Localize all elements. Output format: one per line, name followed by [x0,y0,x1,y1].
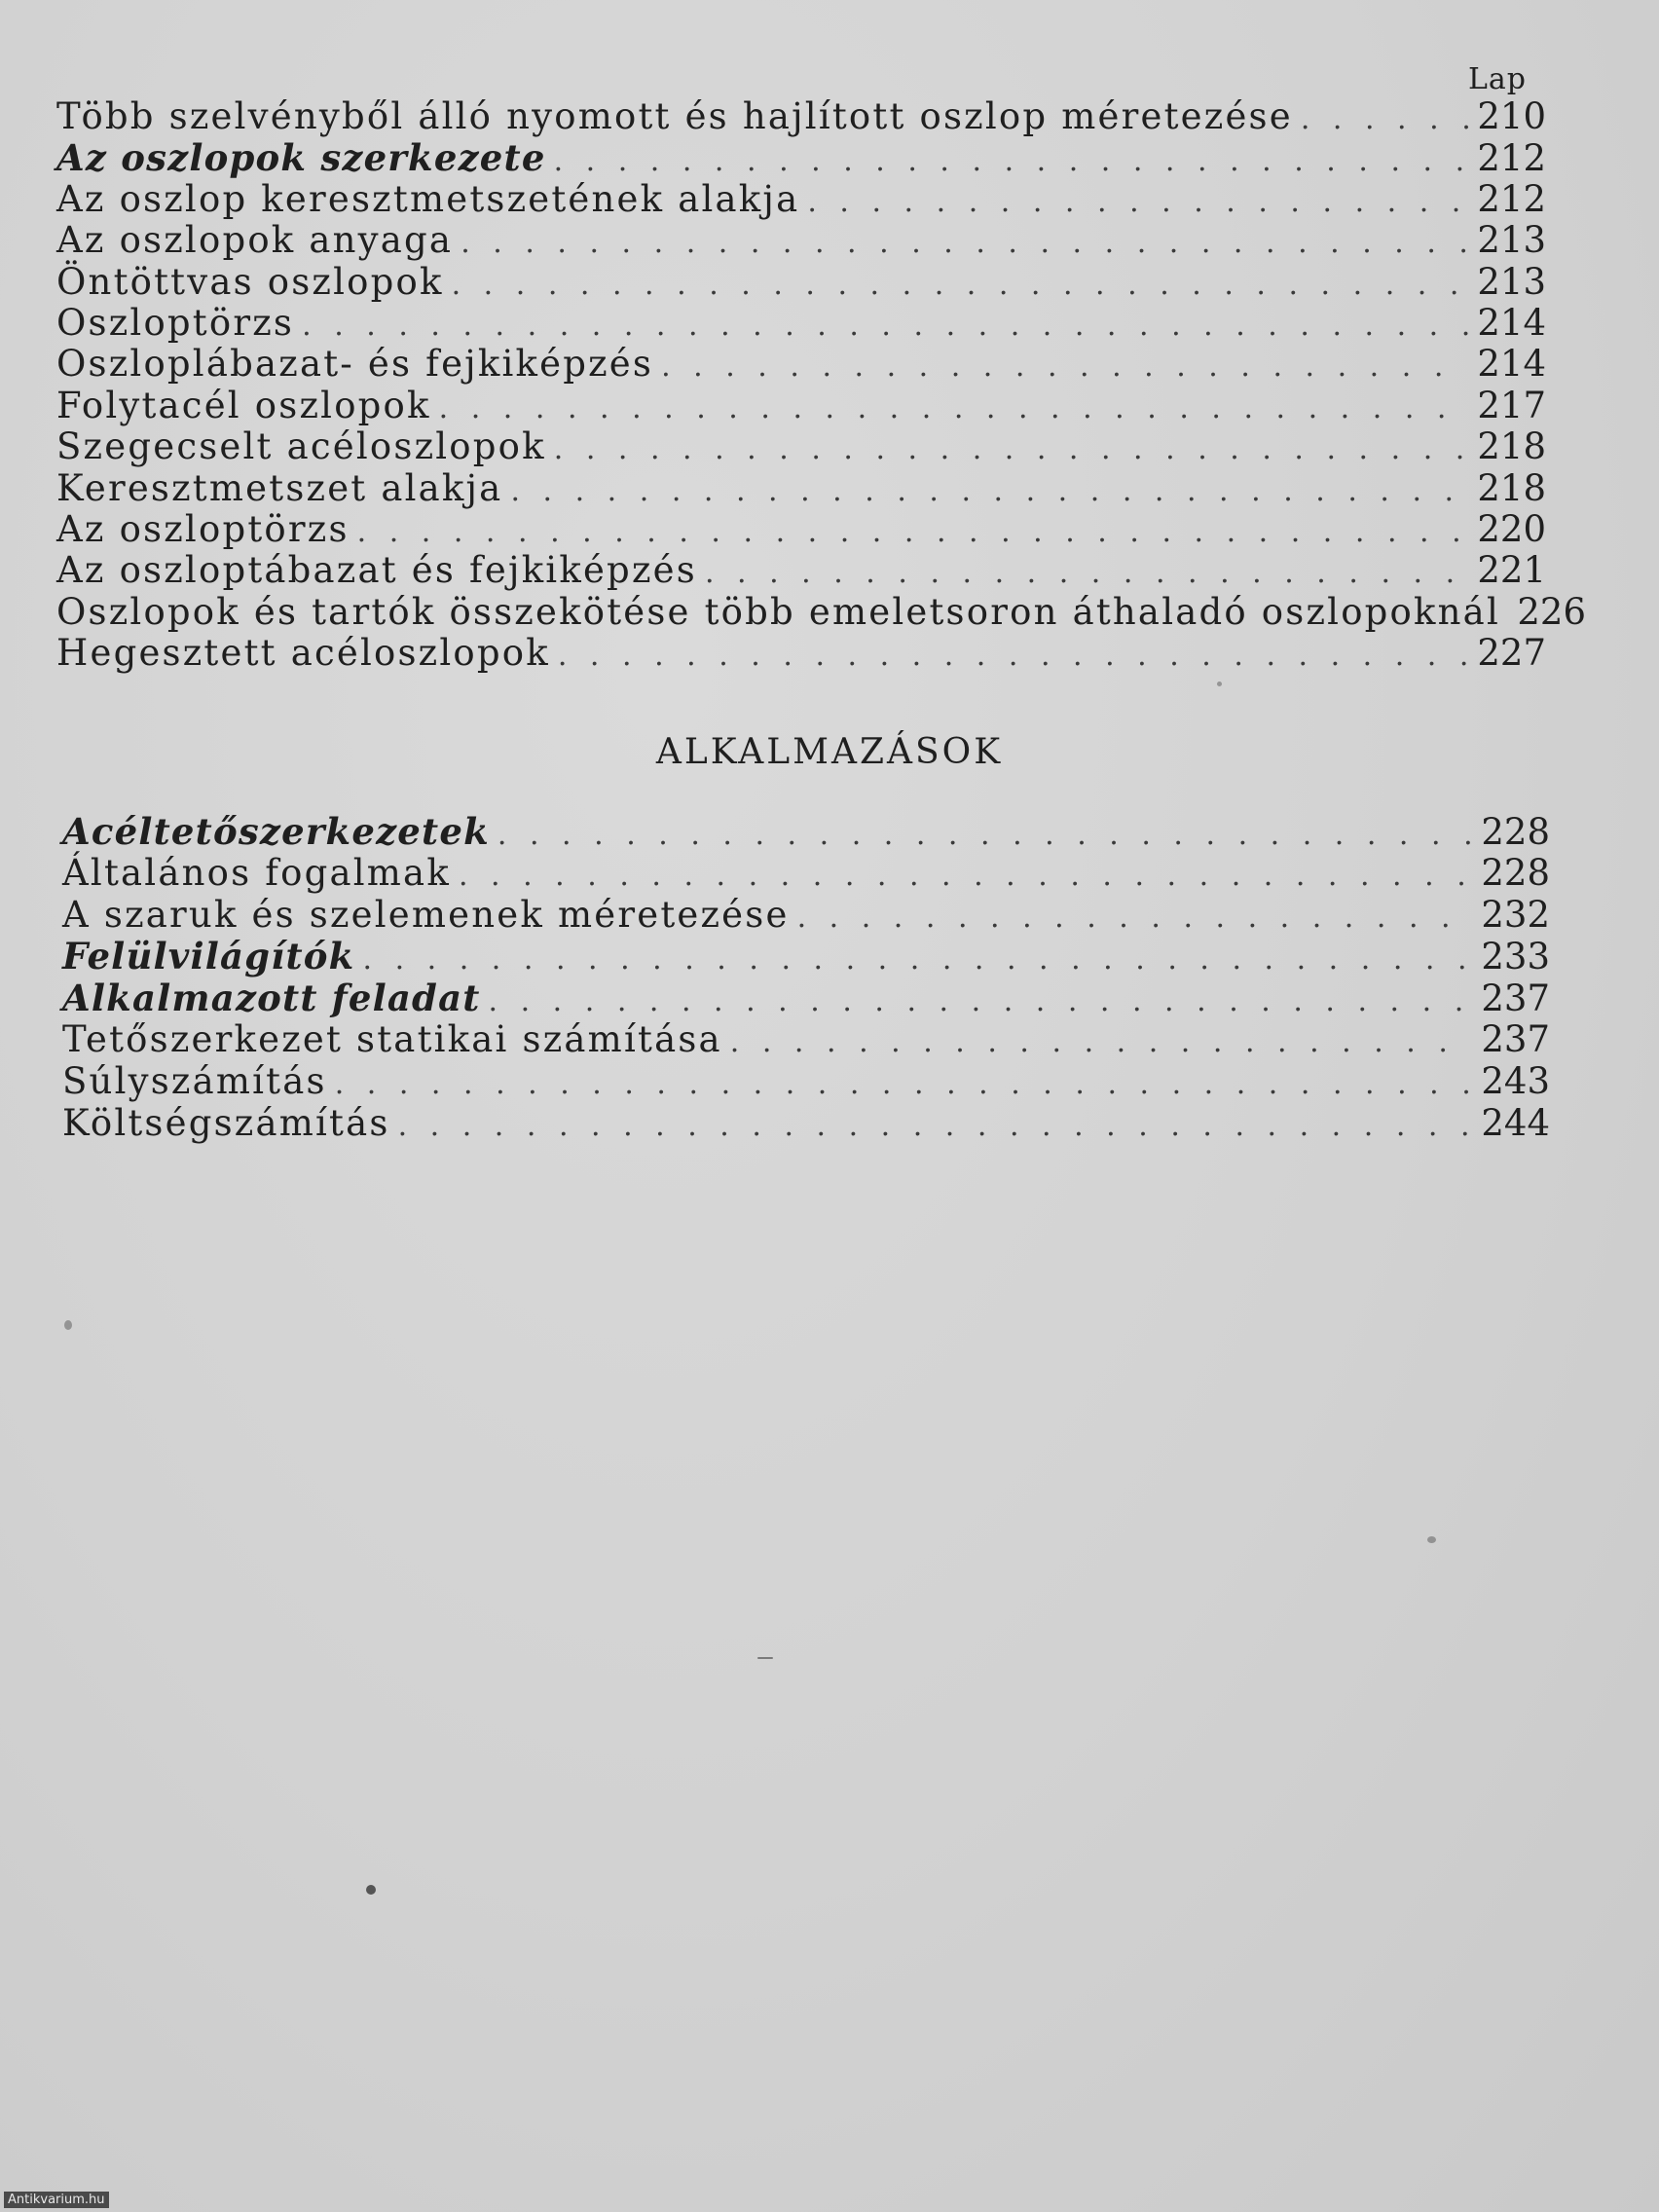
toc-entry [56,178,1546,219]
toc-entry-title: Az oszloptábazat és fejkiképzés [56,549,697,592]
dot-leader [363,942,1472,977]
toc-entry-page: 228 [1481,811,1550,853]
toc-entry-title: Alkalmazott feladat [62,977,481,1020]
section-heading: ALKALMAZÁSOK [655,732,1004,772]
toc-list-columns [56,95,1586,675]
toc-entry-title: Hegesztett acéloszlopok [56,632,550,675]
dot-leader [498,818,1472,852]
toc-entry-title: Az oszloptörzs [56,507,350,550]
toc-entry-page: 232 [1481,893,1550,936]
paper-speck [1217,682,1222,686]
toc-entry-title: Költségszámítás [62,1101,390,1144]
toc-entry-title: Szegecselt acéloszlopok [56,425,546,468]
toc-entry [56,632,1546,673]
toc-entry [62,1102,1550,1144]
toc-entry [56,136,1546,180]
dot-leader [554,432,1468,466]
toc-entry-page: 237 [1481,1017,1550,1060]
dot-leader [335,1067,1472,1101]
dot-leader [554,144,1468,178]
dot-leader [461,226,1468,260]
toc-entry-page: 214 [1477,301,1546,344]
toc-entry-page: 237 [1481,977,1550,1020]
dot-leader [452,268,1468,302]
toc-entry [56,302,1546,343]
paper-speck [366,1885,376,1895]
toc-entry-title: Tetőszerkezet statikai számítása [62,1017,722,1060]
toc-entry-title: Oszlopok és tartók összekötése több emeletsoron áthaladó oszlopoknál [56,590,1500,633]
dot-leader [807,185,1468,219]
toc-entry-title: Az oszlopok szerkezete [56,136,546,180]
toc-entry [56,549,1546,590]
toc-entry [62,1018,1550,1060]
toc-entry [62,935,1550,977]
paper-speck [757,1657,773,1659]
toc-entry-page: 221 [1477,549,1546,592]
toc-entry-page: 228 [1481,851,1550,894]
dot-leader [459,859,1472,893]
watermark: Antikvarium.hu [4,2192,109,2208]
toc-entry [56,590,1586,633]
toc-entry [56,219,1546,260]
toc-entry-title: Oszloplábazat- és fejkiképzés [56,343,654,386]
toc-entry-title: Keresztmetszet alakja [56,466,503,509]
page-column-label: Lap [1468,62,1528,96]
dot-leader [730,1025,1472,1059]
dot-leader [489,984,1472,1018]
toc-entry [56,95,1546,136]
toc-entry-title: A szaruk és szelemenek méretezése [62,893,790,936]
toc-entry-page: 217 [1477,384,1546,426]
paper-speck [64,1320,72,1330]
dot-leader [705,556,1468,590]
toc-entry-title: Az oszlopok anyaga [56,219,454,262]
toc-entry-page: 210 [1477,95,1546,137]
toc-entry [56,385,1546,425]
toc-entry [56,467,1546,508]
toc-entry [62,1060,1550,1102]
toc-entry-page: 243 [1481,1059,1550,1102]
dot-leader [797,901,1472,935]
paper-speck [1427,1536,1436,1543]
toc-entry-title: Általános fogalmak [62,851,451,894]
toc-entry-title: Felülvilágítók [62,935,355,978]
dot-leader [510,474,1468,508]
toc-entry-title: Az oszlop keresztmetszetének alakja [56,177,800,220]
toc-entry [62,894,1550,936]
dot-leader [661,350,1468,384]
toc-entry-title: Öntöttvas oszlopok [56,260,444,303]
toc-entry-page: 244 [1481,1101,1550,1144]
toc-entry-title: Súlyszámítás [62,1059,327,1102]
toc-entry-page: 233 [1481,936,1550,978]
dot-leader [357,515,1468,549]
toc-list-applications [62,810,1550,1143]
dot-leader [398,1109,1472,1143]
dot-leader [302,309,1468,343]
toc-entry-title: Acéltetőszerkezetek [62,810,490,853]
dot-leader [558,639,1468,673]
toc-entry [56,508,1546,549]
toc-entry-page: 212 [1477,137,1546,180]
toc-entry [56,261,1546,302]
toc-entry-page: 213 [1477,219,1546,262]
toc-entry-page: 218 [1477,425,1546,468]
toc-entry [56,343,1546,384]
toc-entry-title: Folytacél oszlopok [56,384,431,426]
toc-entry-page: 220 [1477,507,1546,550]
toc-entry [56,425,1546,466]
toc-entry-page: 214 [1477,343,1546,386]
toc-entry-page: 226 [1517,590,1586,633]
toc-entry-page: 218 [1477,466,1546,509]
toc-entry [62,810,1550,852]
toc-entry [62,852,1550,894]
toc-entry-title: Oszloptörzs [56,301,295,344]
dot-leader [439,391,1468,425]
toc-entry [62,977,1550,1018]
toc-entry-title: Több szelvényből álló nyomott és hajlított oszlop méretezése [56,95,1293,137]
dot-leader [1301,102,1468,136]
toc-entry-page: 227 [1477,632,1546,675]
toc-entry-page: 213 [1477,260,1546,303]
toc-entry-page: 212 [1477,177,1546,220]
